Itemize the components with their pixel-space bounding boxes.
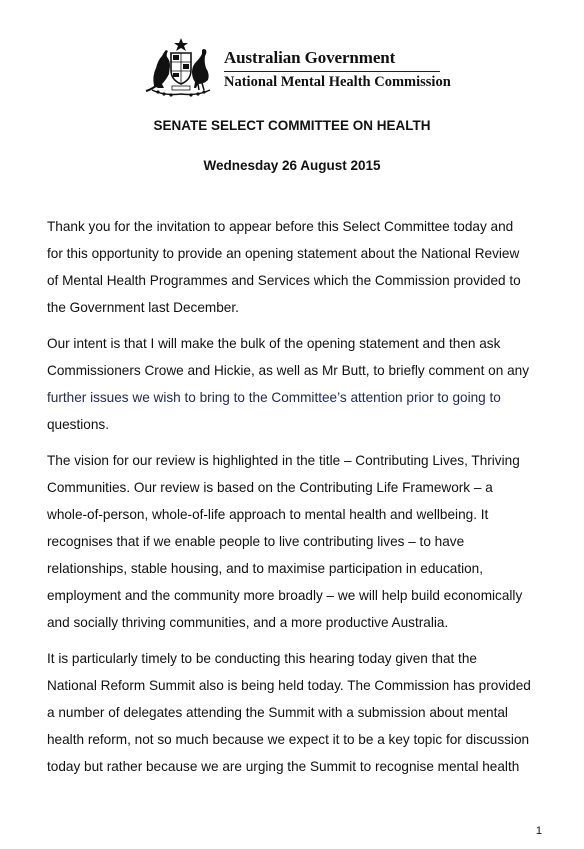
text-line: recognises that if we enable people to live contributing lives – to have [47, 534, 465, 549]
letterhead [144, 36, 451, 98]
paragraph [47, 330, 547, 438]
text-line: employment and the community more broadly – we will help build economically [47, 588, 523, 603]
text-line: today but rather because we are urging the Summit to recognise mental health [47, 759, 520, 774]
text-line: health reform, not so much because we expect it to be a key topic for discussion [47, 732, 530, 747]
text-line: and socially thriving communities, and a more productive Australia. [47, 615, 449, 630]
paragraph [47, 645, 547, 780]
text-line: questions. [47, 417, 109, 432]
paragraph [47, 213, 547, 321]
page-number: 1 [535, 825, 542, 837]
paragraph-spacer [47, 636, 547, 645]
paragraph-spacer [47, 321, 547, 330]
text-line: the Government last December. [47, 300, 239, 315]
text-line: Commissioners Crowe and Hickie, as well as Mr Butt, to briefly comment on any [47, 363, 529, 378]
text-line: Communities. Our review is based on the Contributing Life Framework – a [47, 480, 493, 495]
org-secondary-name: National Mental Health Commission [224, 74, 451, 90]
text-line: The vision for our review is highlighted in the title – Contributing Lives, Thriving [47, 453, 520, 468]
paragraph [47, 447, 547, 636]
letterhead-divider [224, 71, 440, 72]
text-line: National Reform Summit also is being held today. The Commission has provided [47, 678, 531, 693]
text-line: further issues we wish to bring to the Committee’s attention prior to going to [47, 390, 501, 405]
text-line: whole-of-person, whole-of-life approach to mental health and wellbeing. It [47, 507, 489, 522]
text-line: a number of delegates attending the Summit with a submission about mental [47, 705, 508, 720]
text-line: for this opportunity to provide an opening statement about the National Review [47, 246, 520, 261]
text-line: It is particularly timely to be conducting this hearing today given that the [47, 651, 477, 666]
text-line: Thank you for the invitation to appear before this Select Committee today and [47, 219, 514, 234]
text-line: relationships, stable housing, and to maximise participation in education, [47, 561, 484, 576]
document-title: SENATE SELECT COMMITTEE ON HEALTH [153, 118, 431, 133]
document-date: Wednesday 26 August 2015 [203, 158, 381, 173]
coat-of-arms-icon [144, 36, 218, 98]
text-line: of Mental Health Programmes and Services which the Commission provided to [47, 273, 521, 288]
text-line: Our intent is that I will make the bulk of the opening statement and then ask [47, 336, 501, 351]
document-body [47, 213, 547, 780]
org-primary-name: Australian Government [224, 48, 396, 67]
paragraph-spacer [47, 438, 547, 447]
